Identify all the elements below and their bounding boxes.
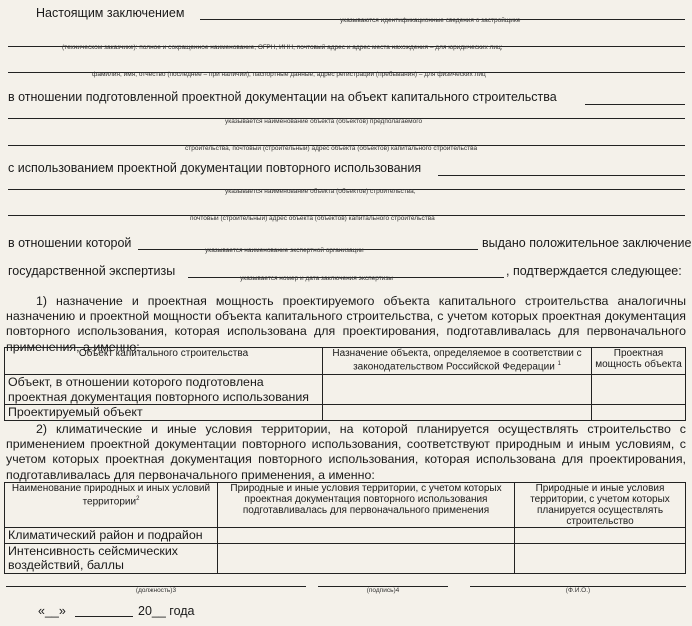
date-day[interactable]: «__» (38, 604, 66, 618)
caption-reuse-name: указывается наименование объекта (объектов) строительства, (225, 188, 416, 195)
caption-individual: фамилия, имя, отчество (последнее – при наличии), паспортные данные, адрес регистрации (пребывания) – для физических лиц (92, 71, 486, 78)
table2-row-seismic-original[interactable] (218, 543, 515, 573)
caption-object-name: указывается наименование объекта (объектов) предполагаемого (225, 118, 423, 125)
caption-position: (должность)3 (135, 587, 177, 594)
state-expertise-label: государственной экспертизы (8, 264, 176, 278)
table2-row-climate-planned[interactable] (515, 528, 686, 544)
date-month-field-line[interactable] (75, 616, 133, 617)
table2-row-seismic-label: Интенсивность сейсмических воздействий, баллы (5, 543, 218, 573)
purpose-capacity-table (4, 347, 686, 421)
reuse-field-line[interactable] (438, 175, 685, 176)
caption-signature: (подпись)4 (366, 587, 400, 594)
caption-expertise-number: указывается номер и дата заключения экспертизы (240, 275, 393, 282)
caption-reuse-address: почтовый (строительный) адрес объекта (объектов) капитального строительства (190, 215, 435, 222)
caption-expert-org: указывается наименование экспертной организации (205, 247, 364, 254)
object-label: в отношении подготовленной проектной документации на объект капитального строительства (8, 90, 557, 104)
object-field-line[interactable] (585, 104, 685, 105)
section1-text: 1) назначение и проектная мощность проектируемого объекта капитального строительства аналогичны назначению и проектной мощности объекта капитального строительства, с учетом которых проектная документация повторного использования, которая использована для проектирования, подготавливалась для первоначального применения, а именно: (6, 294, 686, 354)
table1-row-reuse-object: Объект, в отношении которого подготовлена проектная документация повторного использования (5, 375, 323, 405)
table1-header-purpose: Назначение объекта, определяемое в соответствии с законодательством Российской Федерации $^1$ (323, 348, 592, 375)
table1-row-designed-purpose[interactable] (323, 405, 592, 421)
confirms-label: , подтверждается следующее: (506, 264, 682, 278)
table1-row-reuse-capacity[interactable] (592, 375, 686, 405)
intro-label: Настоящим заключением (36, 6, 185, 20)
positive-conclusion-label: выдано положительное заключение (482, 236, 692, 250)
table1-header-capacity: Проектная мощность объекта (592, 348, 686, 375)
table2-header-conditions-name: Наименование природных и иных условий территории$^2$ (5, 483, 218, 528)
conditions-table (4, 482, 686, 574)
expert-org-label: в отношении которой (8, 236, 132, 250)
caption-name: (Ф.И.О.) (565, 587, 591, 594)
table2-header-planned-conditions: Природные и иные условия территории, с учетом которых планируется осуществлять строительство (515, 483, 686, 528)
table1-row-reuse-purpose[interactable] (323, 375, 592, 405)
table2-row-climate-label: Климатический район и подрайон (5, 528, 218, 544)
table1-row-designed-object: Проектируемый объект (5, 405, 323, 421)
table1-row-designed-capacity[interactable] (592, 405, 686, 421)
caption-tech-customer: (техническом заказчике): полное и сокращенное наименование, ОГРН, ИНН, почтовый адрес и адрес места нахождения – для юридических лиц; (62, 44, 503, 51)
table2-header-original-conditions: Природные и иные условия территории, с учетом которых проектная документация повторного использования подготавливалась для первоначального применения (218, 483, 515, 528)
section2-text: 2) климатические и иные условия территории, на которой планируется осуществлять строительство с применением проектной документации повторного использования, соответствуют природным и иным условиям, с учетом которых проектная документация повторного использования, которая использована для проектирования, подготавливалась для первоначального применения, а именно: (6, 422, 686, 482)
date-year[interactable]: 20__ года (138, 604, 195, 618)
table2-row-climate-original[interactable] (218, 528, 515, 544)
reuse-label: с использованием проектной документации повторного использования (8, 161, 422, 175)
table2-row-seismic-planned[interactable] (515, 543, 686, 573)
caption-object-address: строительства, почтовый (строительный) адрес объекта (объектов) капитального строительства (185, 145, 478, 152)
caption-applicant: указываются идентификационные сведения о застройщике (340, 17, 521, 24)
table1-header-object: Объект капитального строительства (5, 348, 323, 375)
